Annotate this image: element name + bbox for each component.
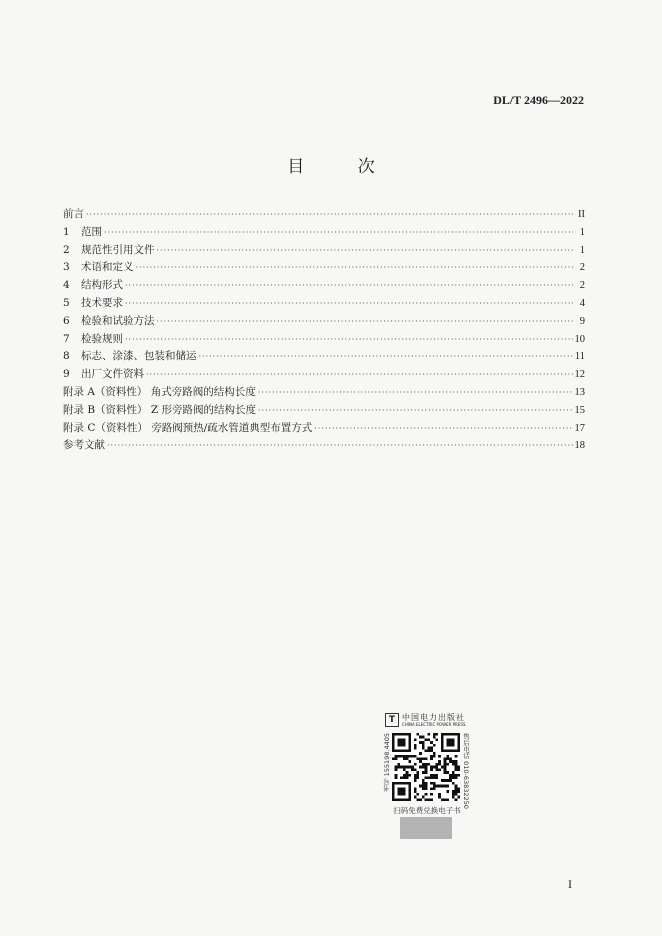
toc-entry-page: 17 xyxy=(574,422,585,434)
toc-entry-label: 检验和试验方法 xyxy=(81,314,155,327)
toc-entry-number: 9 xyxy=(63,368,70,381)
toc-entry-page: 11 xyxy=(574,351,585,363)
toc-entry[interactable] xyxy=(63,331,585,349)
toc-entry-label: 附录 B（资料性） Z 形旁路阀的结构长度 xyxy=(63,403,257,416)
toc-entry-page: 2 xyxy=(579,262,585,274)
document-code: DL/T 2496—2022 xyxy=(493,93,584,107)
toc-entry[interactable] xyxy=(63,420,585,438)
qr-phone-text: 售后电话 010-63832250 xyxy=(462,733,470,809)
toc-entry-label: 范围 xyxy=(81,225,102,238)
toc-entry-label: 规范性引用文件 xyxy=(81,243,155,256)
scratch-off-code[interactable] xyxy=(400,817,452,839)
toc-leader-dots xyxy=(157,247,574,255)
page-title: 目 次 xyxy=(287,157,399,177)
toc-leader-dots xyxy=(125,300,573,308)
toc-entry-number: 2 xyxy=(63,243,70,256)
toc-entry-label: 附录 A（资料性） 角式旁路阀的结构长度 xyxy=(63,385,256,398)
table-of-contents xyxy=(63,206,585,455)
toc-entry-label: 参考文献 xyxy=(63,439,105,452)
toc-entry-label: 前言 xyxy=(63,208,84,220)
publisher-brand xyxy=(385,711,471,729)
toc-entry[interactable] xyxy=(63,402,585,420)
toc-entry-page: 4 xyxy=(579,297,585,309)
publisher-name: 中国电力出版社 xyxy=(402,713,465,722)
toc-entry-number: 4 xyxy=(63,279,70,292)
toc-entry-number: 8 xyxy=(63,350,70,363)
publisher-name-en: CHINA ELECTRIC POWER PRESS xyxy=(402,722,466,727)
toc-entry-page: 2 xyxy=(579,280,585,292)
toc-entry-page: 15 xyxy=(574,404,585,416)
toc-entry-number: 3 xyxy=(63,261,70,274)
toc-entry[interactable] xyxy=(63,206,585,224)
toc-leader-dots xyxy=(258,407,572,415)
toc-entry-page: 1 xyxy=(579,244,585,256)
toc-entry[interactable] xyxy=(63,277,585,295)
toc-leader-dots xyxy=(314,425,572,433)
qr-caption: 扫码免费兑换电子书 xyxy=(393,806,461,815)
toc-entry-page: 12 xyxy=(574,369,585,381)
qr-code-icon[interactable] xyxy=(392,733,460,801)
toc-entry-label: 附录 C（资料性） 旁路阀预热/疏水管道典型布置方式 xyxy=(63,421,313,434)
toc-entry-label: 出厂文件资料 xyxy=(81,368,144,381)
toc-entry-page: 9 xyxy=(579,315,585,327)
toc-leader-dots xyxy=(136,264,574,272)
toc-entry-page: 13 xyxy=(574,386,585,398)
toc-entry-page: 18 xyxy=(574,440,585,452)
toc-entry-number: 1 xyxy=(63,225,70,238)
toc-entry[interactable] xyxy=(63,295,585,313)
toc-entry-number: 5 xyxy=(63,296,70,309)
toc-entry-page: II xyxy=(578,209,585,220)
toc-entry-number: 6 xyxy=(63,314,70,327)
toc-entry[interactable] xyxy=(63,437,585,455)
toc-leader-dots xyxy=(258,389,573,397)
toc-entry-page: 1 xyxy=(579,226,585,238)
toc-entry-label: 结构形式 xyxy=(81,279,123,292)
toc-entry[interactable] xyxy=(63,224,585,242)
toc-entry-label: 术语和定义 xyxy=(81,261,134,274)
toc-entry[interactable] xyxy=(63,348,585,366)
qr-isbn-text: 书号 155198.4405 xyxy=(383,733,391,792)
toc-entry-label: 标志、涂漆、包装和储运 xyxy=(81,350,197,363)
toc-leader-dots xyxy=(199,353,573,361)
toc-entry[interactable] xyxy=(63,259,585,277)
publisher-logo-icon: T xyxy=(385,713,399,727)
toc-leader-dots xyxy=(146,371,573,379)
toc-leader-dots xyxy=(86,211,573,219)
toc-leader-dots xyxy=(125,336,573,344)
toc-leader-dots xyxy=(125,282,573,290)
toc-entry[interactable] xyxy=(63,313,585,331)
page-number: I xyxy=(568,877,572,891)
toc-entry-label: 检验规则 xyxy=(81,332,123,345)
toc-entry[interactable] xyxy=(63,366,585,384)
toc-entry[interactable] xyxy=(63,384,585,402)
toc-leader-dots xyxy=(104,229,573,237)
qr-card xyxy=(383,711,471,839)
toc-entry-page: 10 xyxy=(574,333,585,345)
toc-entry-label: 技术要求 xyxy=(81,296,123,309)
toc-entry[interactable] xyxy=(63,242,585,260)
toc-leader-dots xyxy=(157,318,574,326)
toc-leader-dots xyxy=(107,442,573,450)
toc-entry-number: 7 xyxy=(63,332,70,345)
